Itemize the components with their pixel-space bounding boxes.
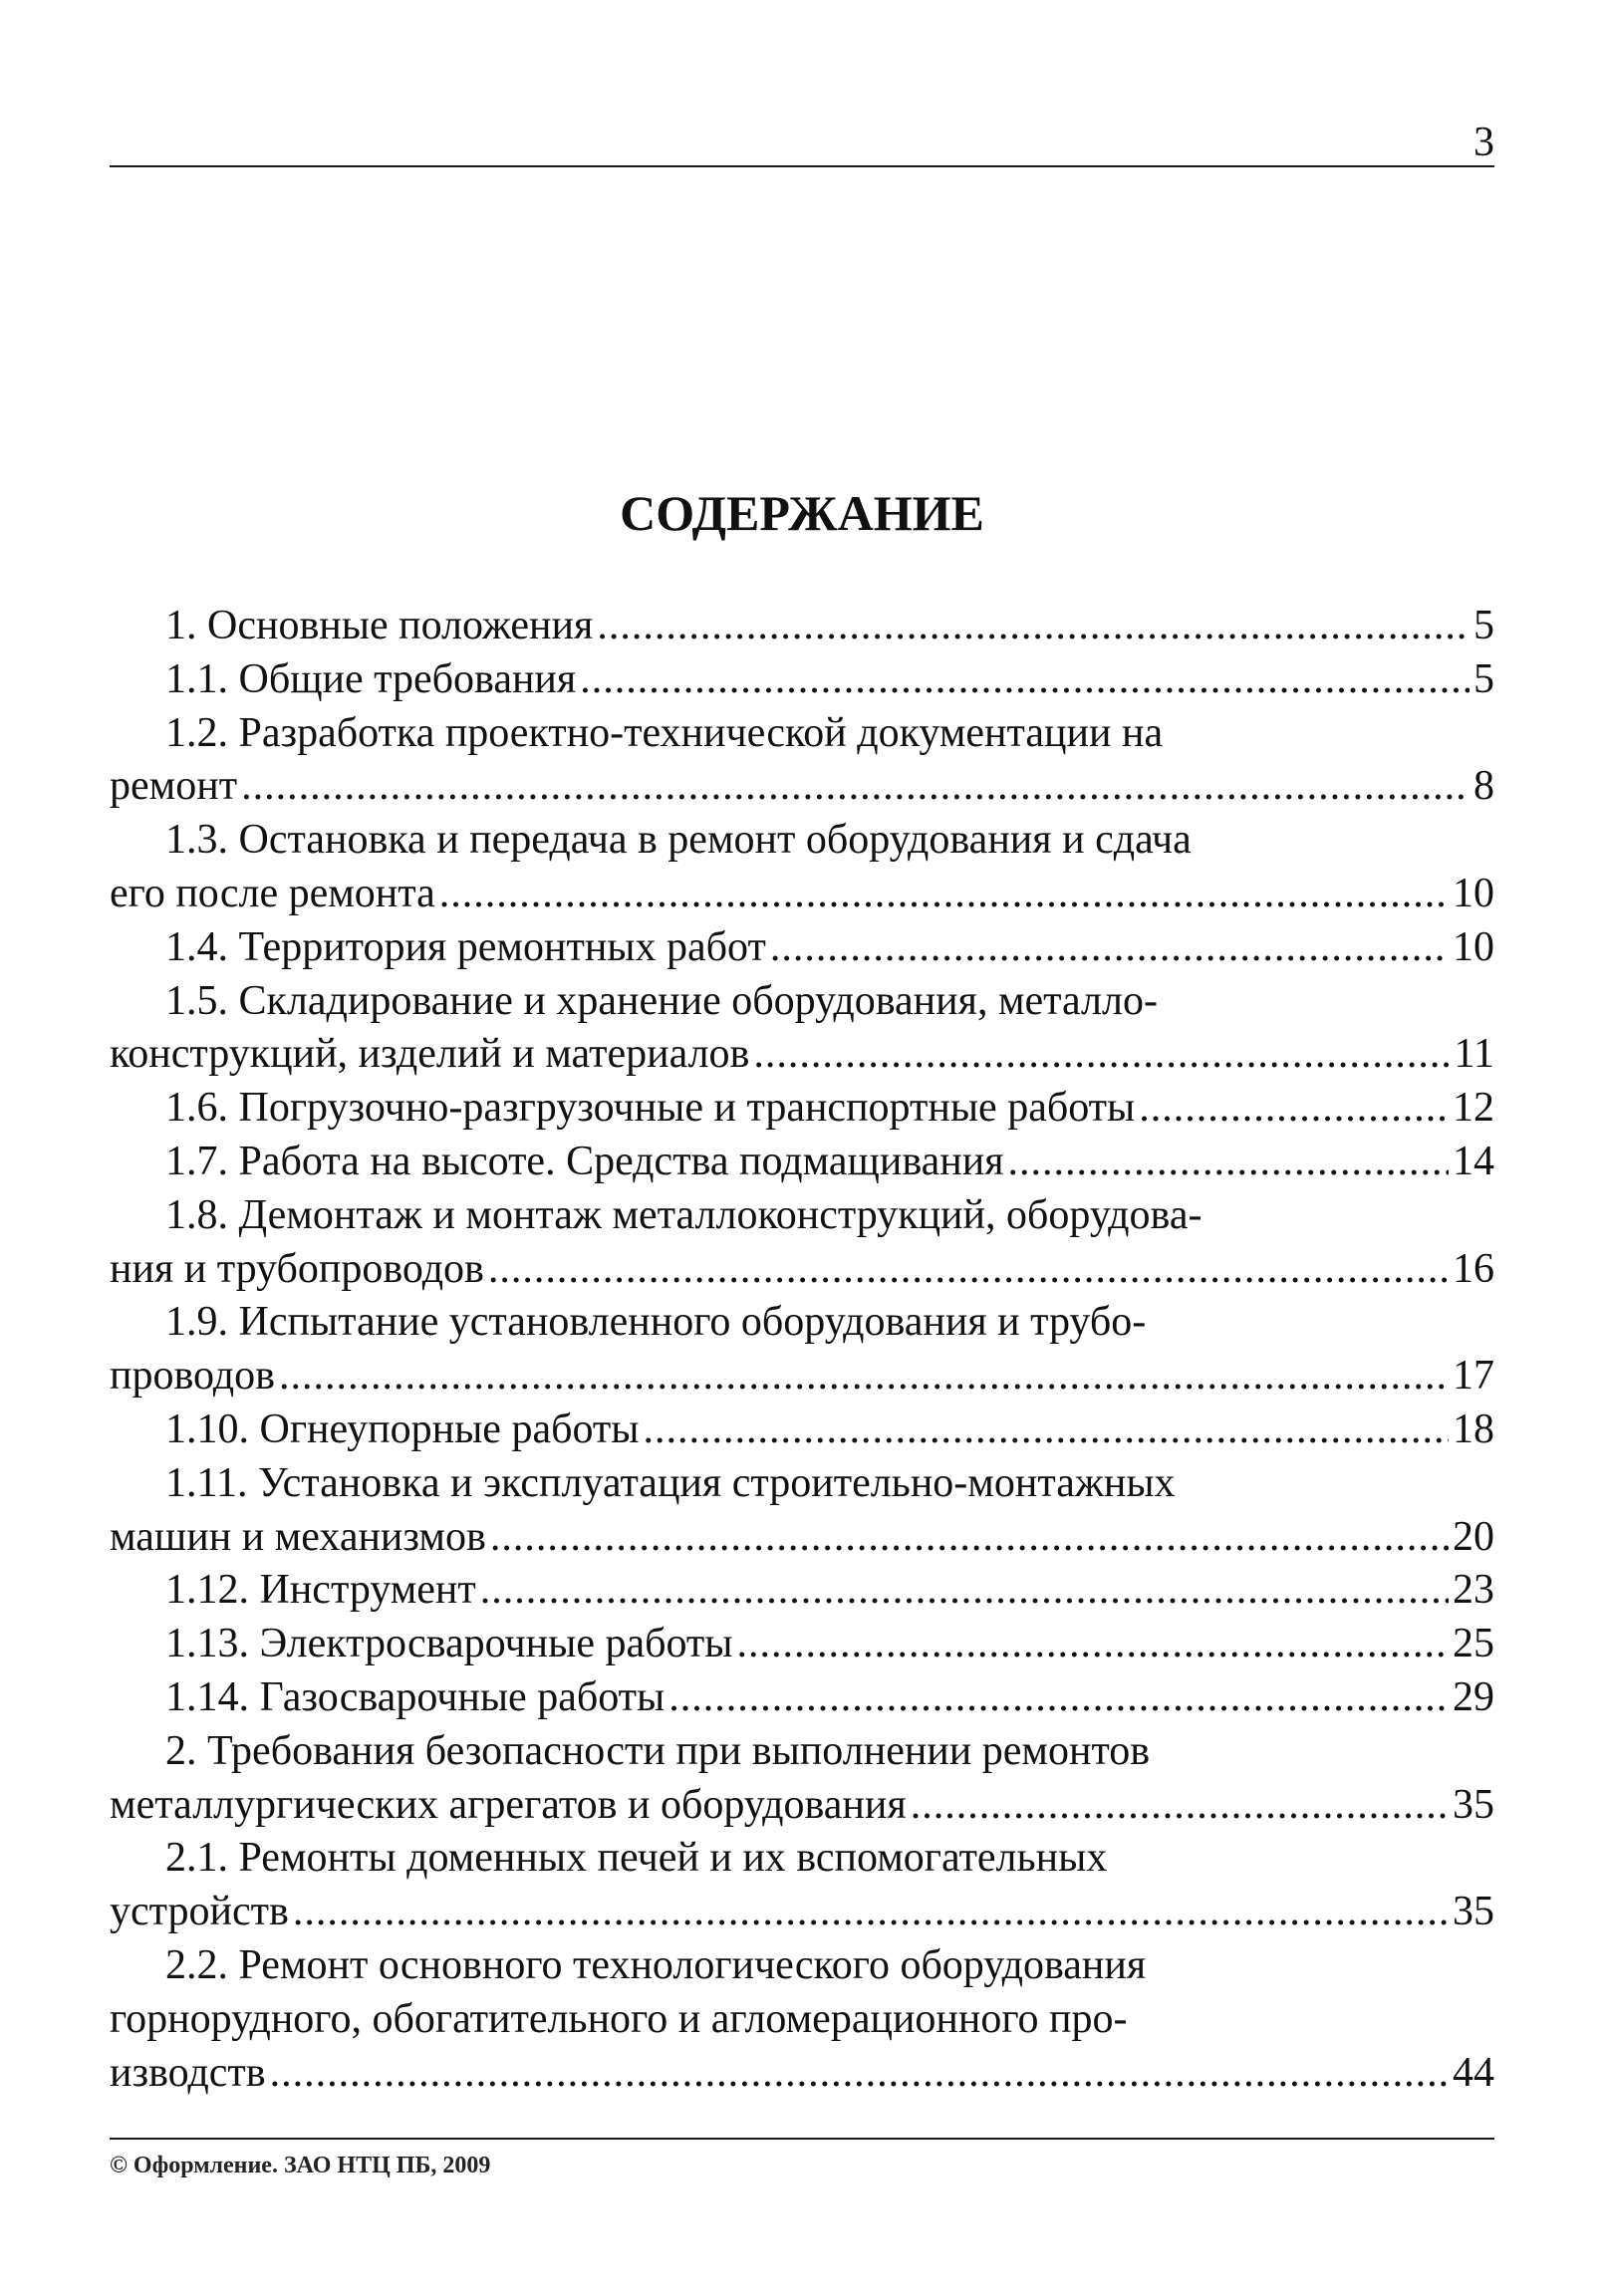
toc-entry-line	[110, 1618, 1494, 1671]
toc-entry-text: 1.6. Погрузочно-разгрузочные и транспортные работы	[165, 1085, 1136, 1132]
toc-entry-line	[110, 1832, 1494, 1886]
toc-leader-dots	[580, 653, 1470, 707]
toc-leader-dots	[490, 1511, 1449, 1565]
toc-entry-text: 1.14. Газосварочные работы	[165, 1673, 666, 1720]
toc-entry-line	[110, 1082, 1494, 1136]
toc-leader-dots	[1008, 1136, 1449, 1189]
page-title: СОДЕРЖАНИЕ	[620, 485, 984, 541]
footer-rule	[110, 2138, 1494, 2140]
toc-entry-text: 2.1. Ремонты доменных печей и их вспомогательных	[165, 1835, 1108, 1882]
toc-entry-line	[110, 653, 1494, 707]
toc-entry-line	[110, 1939, 1494, 1993]
toc-entry-line	[110, 814, 1494, 868]
toc-leader-dots	[480, 1564, 1449, 1618]
toc-entry-line	[110, 1350, 1494, 1403]
toc-leader-dots	[488, 1243, 1449, 1297]
toc-page-number: 20	[1453, 1513, 1494, 1560]
toc-entry-text: 1.13. Электросварочные работы	[165, 1621, 733, 1667]
toc-entry-line	[110, 1511, 1494, 1565]
toc-entry-line	[110, 1189, 1494, 1243]
toc-entry-line	[110, 707, 1494, 761]
toc-entry-line	[110, 1725, 1494, 1779]
toc-entry-line	[110, 2047, 1494, 2101]
toc-leader-dots	[770, 921, 1449, 975]
toc-leader-dots	[241, 760, 1470, 814]
toc-entry-line	[110, 1671, 1494, 1725]
toc-leader-dots	[643, 1403, 1449, 1457]
toc-leader-dots	[737, 1618, 1449, 1671]
toc-page-number: 29	[1453, 1673, 1494, 1720]
toc-entry-text: 1.5. Складирование и хранение оборудования, металло-	[165, 977, 1158, 1024]
toc-page-number: 35	[1453, 1781, 1494, 1828]
toc-entry-text: 1. Основные положения	[165, 603, 594, 648]
toc-entry-line	[110, 760, 1494, 814]
toc-page-number: 5	[1473, 655, 1494, 702]
toc-entry-line	[110, 1564, 1494, 1618]
toc-page-number: 5	[1473, 603, 1494, 648]
toc-entry-text: ния и трубопроводов	[110, 1245, 484, 1292]
toc-entry-line	[110, 1028, 1494, 1082]
toc-entry-line	[110, 868, 1494, 921]
toc-entry-text: конструкций, изделий и материалов	[110, 1031, 750, 1078]
toc-page-number: 35	[1453, 1889, 1494, 1935]
toc-leader-dots	[597, 600, 1470, 653]
toc-page-number: 10	[1453, 870, 1494, 916]
copyright-notice: © Оформление. ЗАО НТЦ ПБ, 2009	[110, 2153, 491, 2178]
toc-entry-text: 1.7. Работа на высоте. Средства подмащивания	[165, 1138, 1004, 1184]
toc-entry-text: 1.9. Испытание установленного оборудования и трубо-	[165, 1299, 1147, 1346]
toc-leader-dots	[293, 1886, 1449, 1939]
toc-page-number: 23	[1453, 1567, 1494, 1614]
toc-leader-dots	[911, 1779, 1449, 1833]
toc-entry-line	[110, 600, 1494, 653]
toc-entry-line	[110, 975, 1494, 1029]
toc-entry-line	[110, 1243, 1494, 1297]
toc-entry-text: 1.2. Разработка проектно-технической документации на	[165, 709, 1164, 756]
toc-entry-line	[110, 1136, 1494, 1189]
toc-entry-text: 1.10. Огнеупорные работы	[165, 1405, 640, 1452]
toc-page-number: 44	[1453, 2049, 1494, 2096]
toc-entry-text: его после ремонта	[110, 870, 435, 916]
toc-entry-text: проводов	[110, 1353, 276, 1400]
table-of-contents	[110, 600, 1494, 2100]
toc-entry-text: 1.11. Установка и эксплуатация строительно-монтажных	[165, 1459, 1176, 1506]
toc-entry-text: изводств	[110, 2049, 266, 2096]
toc-leader-dots	[753, 1028, 1450, 1082]
toc-entry-text: ремонт	[110, 763, 238, 810]
toc-leader-dots	[270, 2047, 1449, 2101]
toc-leader-dots	[1139, 1082, 1449, 1136]
toc-page-number: 10	[1453, 923, 1494, 970]
toc-entry-text: 1.4. Территория ремонтных работ	[165, 923, 766, 970]
header-rule	[110, 165, 1494, 167]
toc-entry-line	[110, 1886, 1494, 1939]
toc-entry-text: устройств	[110, 1889, 289, 1935]
toc-page-number: 11	[1454, 1031, 1494, 1078]
toc-leader-dots	[279, 1350, 1449, 1403]
toc-entry-line	[110, 1779, 1494, 1833]
toc-page-number: 17	[1453, 1353, 1494, 1400]
toc-entry-text: 2. Требования безопасности при выполнении ремонтов	[165, 1727, 1151, 1774]
toc-entry-line	[110, 1993, 1494, 2047]
toc-page-number: 8	[1473, 763, 1494, 810]
toc-entry-text: горнорудного, обогатительного и агломерационного про-	[110, 1995, 1128, 2042]
toc-entry-text: 1.3. Остановка и передача в ремонт оборудования и сдача	[165, 817, 1192, 864]
toc-entry-text: 1.12. Инструмент	[165, 1567, 476, 1614]
toc-entry-text: машин и механизмов	[110, 1513, 486, 1560]
toc-entry-text: 1.8. Демонтаж и монтаж металлоконструкций, оборудова-	[165, 1191, 1203, 1238]
toc-page-number: 16	[1453, 1245, 1494, 1292]
toc-leader-dots	[668, 1671, 1449, 1725]
toc-page-number: 25	[1453, 1621, 1494, 1667]
toc-entry-line	[110, 1296, 1494, 1350]
toc-leader-dots	[439, 868, 1449, 921]
toc-entry-text: металлургических агрегатов и оборудования	[110, 1781, 907, 1828]
page-number: 3	[1473, 120, 1494, 165]
toc-page-number: 12	[1453, 1085, 1494, 1132]
toc-page-number: 18	[1453, 1405, 1494, 1452]
toc-entry-line	[110, 921, 1494, 975]
toc-entry-line	[110, 1403, 1494, 1457]
toc-page-number: 14	[1453, 1138, 1494, 1184]
toc-entry-text: 1.1. Общие требования	[165, 655, 577, 702]
toc-entry-text: 2.2. Ремонт основного технологического оборудования	[165, 1941, 1147, 1988]
toc-entry-line	[110, 1457, 1494, 1511]
